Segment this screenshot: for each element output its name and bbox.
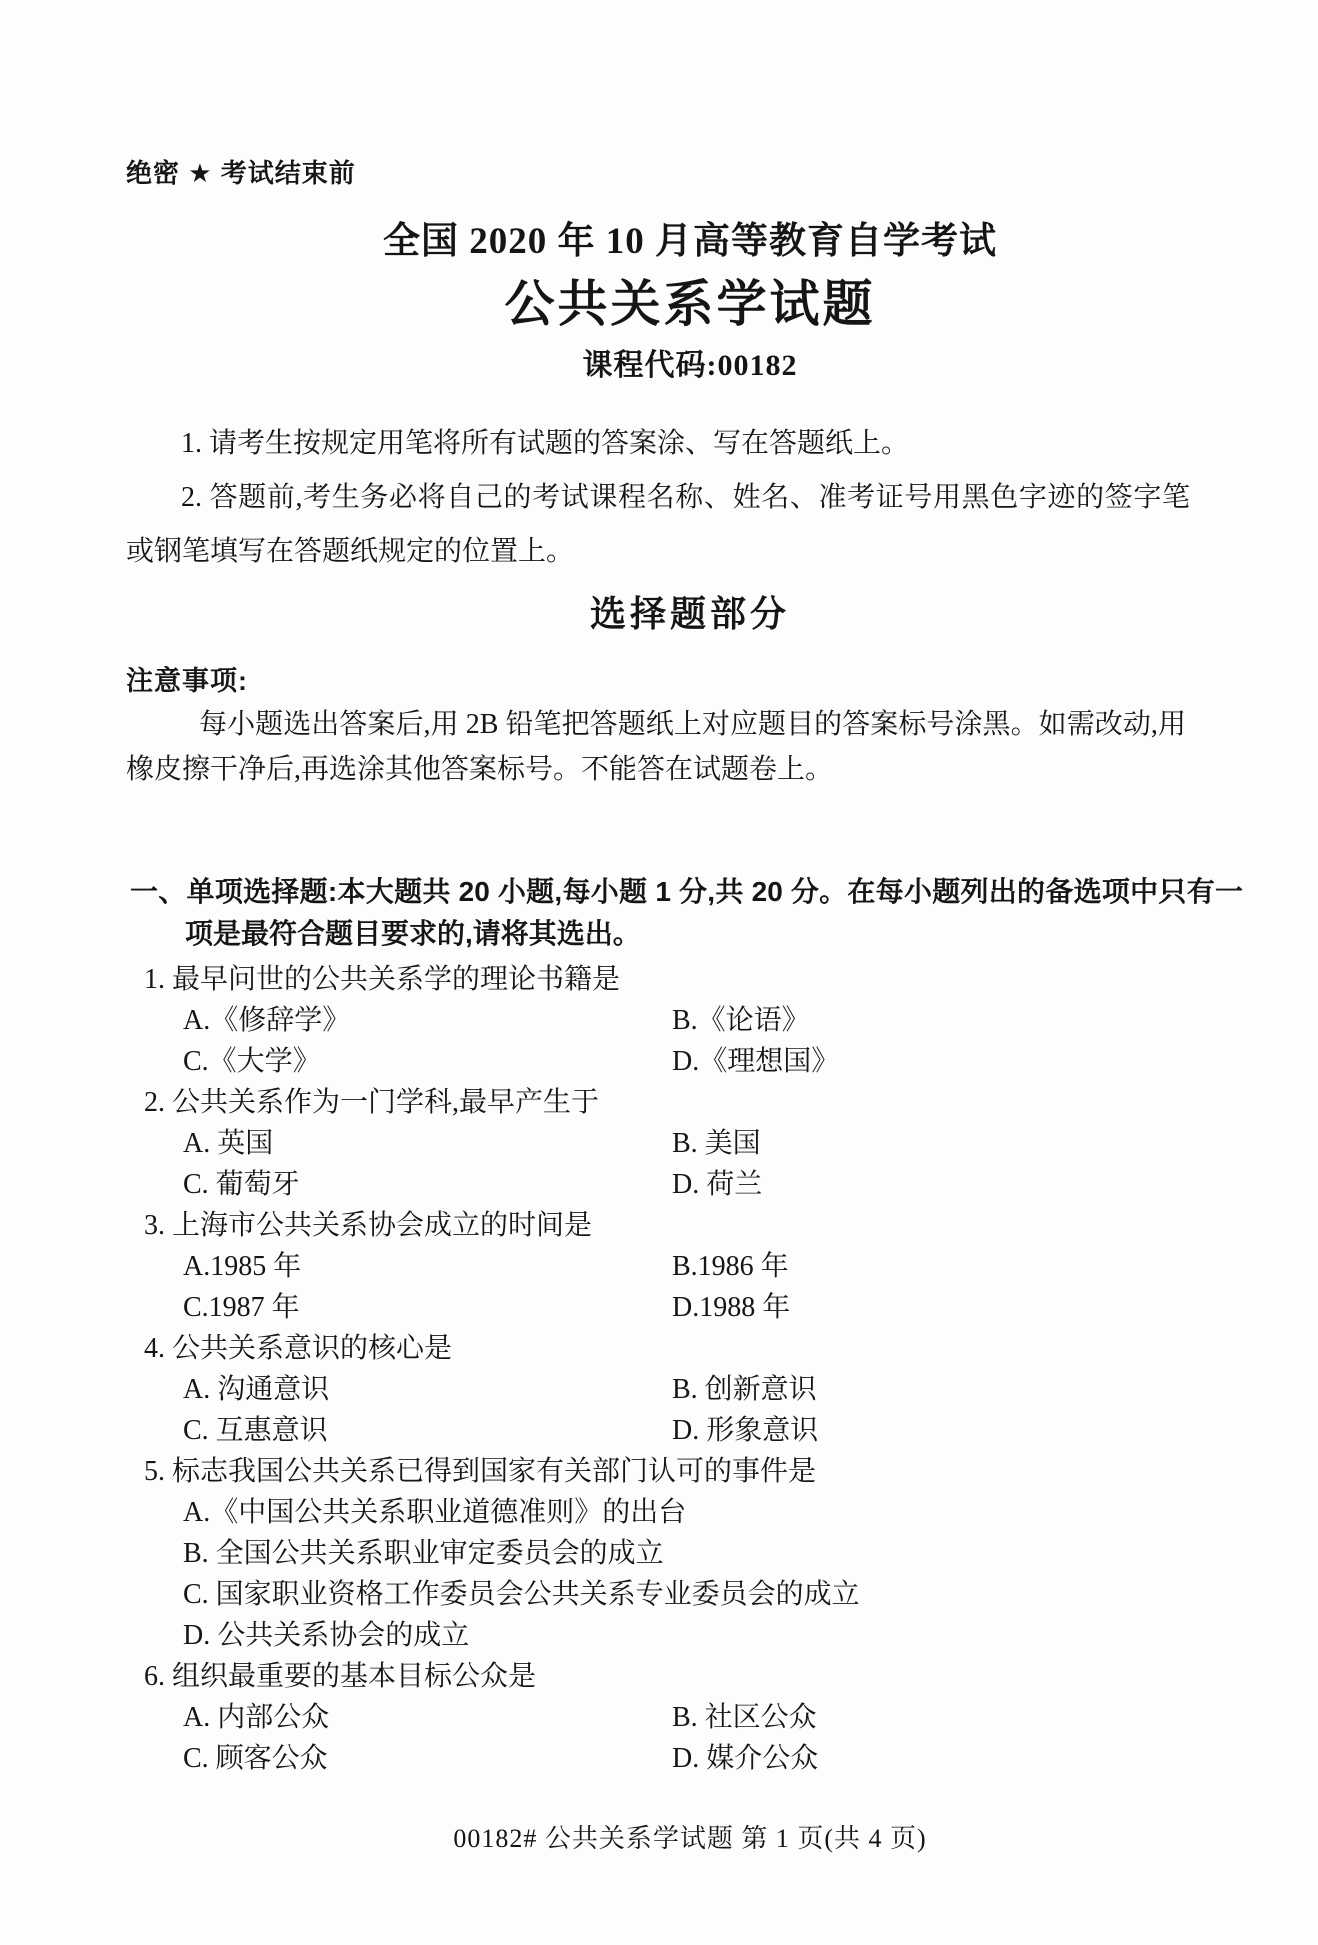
exam-title-line2: 公共关系学试题 bbox=[504, 276, 876, 332]
answer-option: D. 媒介公众 bbox=[672, 1743, 819, 1774]
answer-option: D. 公共关系协会的成立 bbox=[183, 1620, 470, 1651]
answer-option: B. 美国 bbox=[672, 1128, 761, 1159]
exam-title-line1: 全国 2020 年 10 月高等教育自学考试 bbox=[383, 221, 997, 262]
question-block bbox=[126, 1656, 1186, 1779]
answer-option: D.1988 年 bbox=[672, 1292, 791, 1323]
answer-option: C. 葡萄牙 bbox=[183, 1169, 300, 1200]
course-code: 课程代码:00182 bbox=[582, 349, 798, 382]
answer-option: B. 社区公众 bbox=[672, 1702, 817, 1733]
answer-option: D. 荷兰 bbox=[672, 1169, 763, 1200]
answer-option: B.《论语》 bbox=[672, 1005, 810, 1036]
answer-option: D.《理想国》 bbox=[672, 1046, 840, 1077]
answer-option: A.《修辞学》 bbox=[183, 1005, 351, 1036]
notice-title: 注意事项: bbox=[126, 666, 248, 696]
answer-option: C. 顾客公众 bbox=[183, 1743, 328, 1774]
instruction-2: 2. 答题前,考生务必将自己的考试课程名称、姓名、准考证号用黑色字迹的签字笔或钢笔填写在答题纸规定的位置上。 bbox=[126, 482, 1190, 567]
notice-body: 每小题选出答案后,用 2B 铅笔把答题纸上对应题目的答案标号涂黑。如需改动,用橡皮擦干净后,再选涂其他答案标号。不能答在试题卷上。 bbox=[126, 709, 1186, 785]
answer-option: B.1986 年 bbox=[672, 1251, 789, 1282]
question-options bbox=[126, 1000, 1186, 1082]
question-block bbox=[126, 959, 1186, 1082]
question-stem: 6. 组织最重要的基本目标公众是 bbox=[144, 1661, 537, 1692]
question-stem: 1. 最早问世的公共关系学的理论书籍是 bbox=[144, 964, 621, 995]
question-block bbox=[126, 1205, 1186, 1328]
question-block bbox=[126, 1451, 1186, 1656]
answer-option: A. 沟通意识 bbox=[183, 1374, 330, 1405]
question-block bbox=[126, 1082, 1186, 1205]
question-block bbox=[126, 1328, 1186, 1451]
part1-heading-single-choice: 一、单项选择题:本大题共 20 小题,每小题 1 分,共 20 分。在每小题列出的备选项中只有一项是最符合题目要求的,请将其选出。 bbox=[130, 876, 1243, 949]
instruction-1: 1. 请考生按规定用笔将所有试题的答案涂、写在答题纸上。 bbox=[181, 428, 910, 459]
question-options bbox=[126, 1246, 1186, 1328]
question-options bbox=[126, 1492, 1186, 1656]
answer-option: C. 互惠意识 bbox=[183, 1415, 328, 1446]
answer-option: B. 全国公共关系职业审定委员会的成立 bbox=[183, 1538, 664, 1569]
answer-option: A.1985 年 bbox=[183, 1251, 302, 1282]
answer-option: A. 英国 bbox=[183, 1128, 274, 1159]
answer-option: C.《大学》 bbox=[183, 1046, 321, 1077]
question-stem: 2. 公共关系作为一门学科,最早产生于 bbox=[144, 1087, 600, 1118]
answer-option: D. 形象意识 bbox=[672, 1415, 819, 1446]
answer-option: C.1987 年 bbox=[183, 1292, 300, 1323]
answer-option: A.《中国公共关系职业道德准则》的出台 bbox=[183, 1497, 687, 1528]
answer-option: C. 国家职业资格工作委员会公共关系专业委员会的成立 bbox=[183, 1579, 860, 1610]
question-stem: 3. 上海市公共关系协会成立的时间是 bbox=[144, 1210, 593, 1241]
answer-option: A. 内部公众 bbox=[183, 1702, 330, 1733]
question-stem: 4. 公共关系意识的核心是 bbox=[144, 1333, 453, 1364]
answer-option: B. 创新意识 bbox=[672, 1374, 817, 1405]
security-classification-label: 绝密 ★ 考试结束前 bbox=[126, 158, 356, 188]
question-options bbox=[126, 1697, 1186, 1779]
section-heading-multiple-choice-part: 选择题部分 bbox=[589, 593, 790, 634]
question-stem: 5. 标志我国公共关系已得到国家有关部门认可的事件是 bbox=[144, 1456, 817, 1487]
question-options bbox=[126, 1369, 1186, 1451]
page-footer: 00182# 公共关系学试题 第 1 页(共 4 页) bbox=[453, 1824, 927, 1853]
question-options bbox=[126, 1123, 1186, 1205]
questions-list bbox=[126, 959, 1186, 1779]
